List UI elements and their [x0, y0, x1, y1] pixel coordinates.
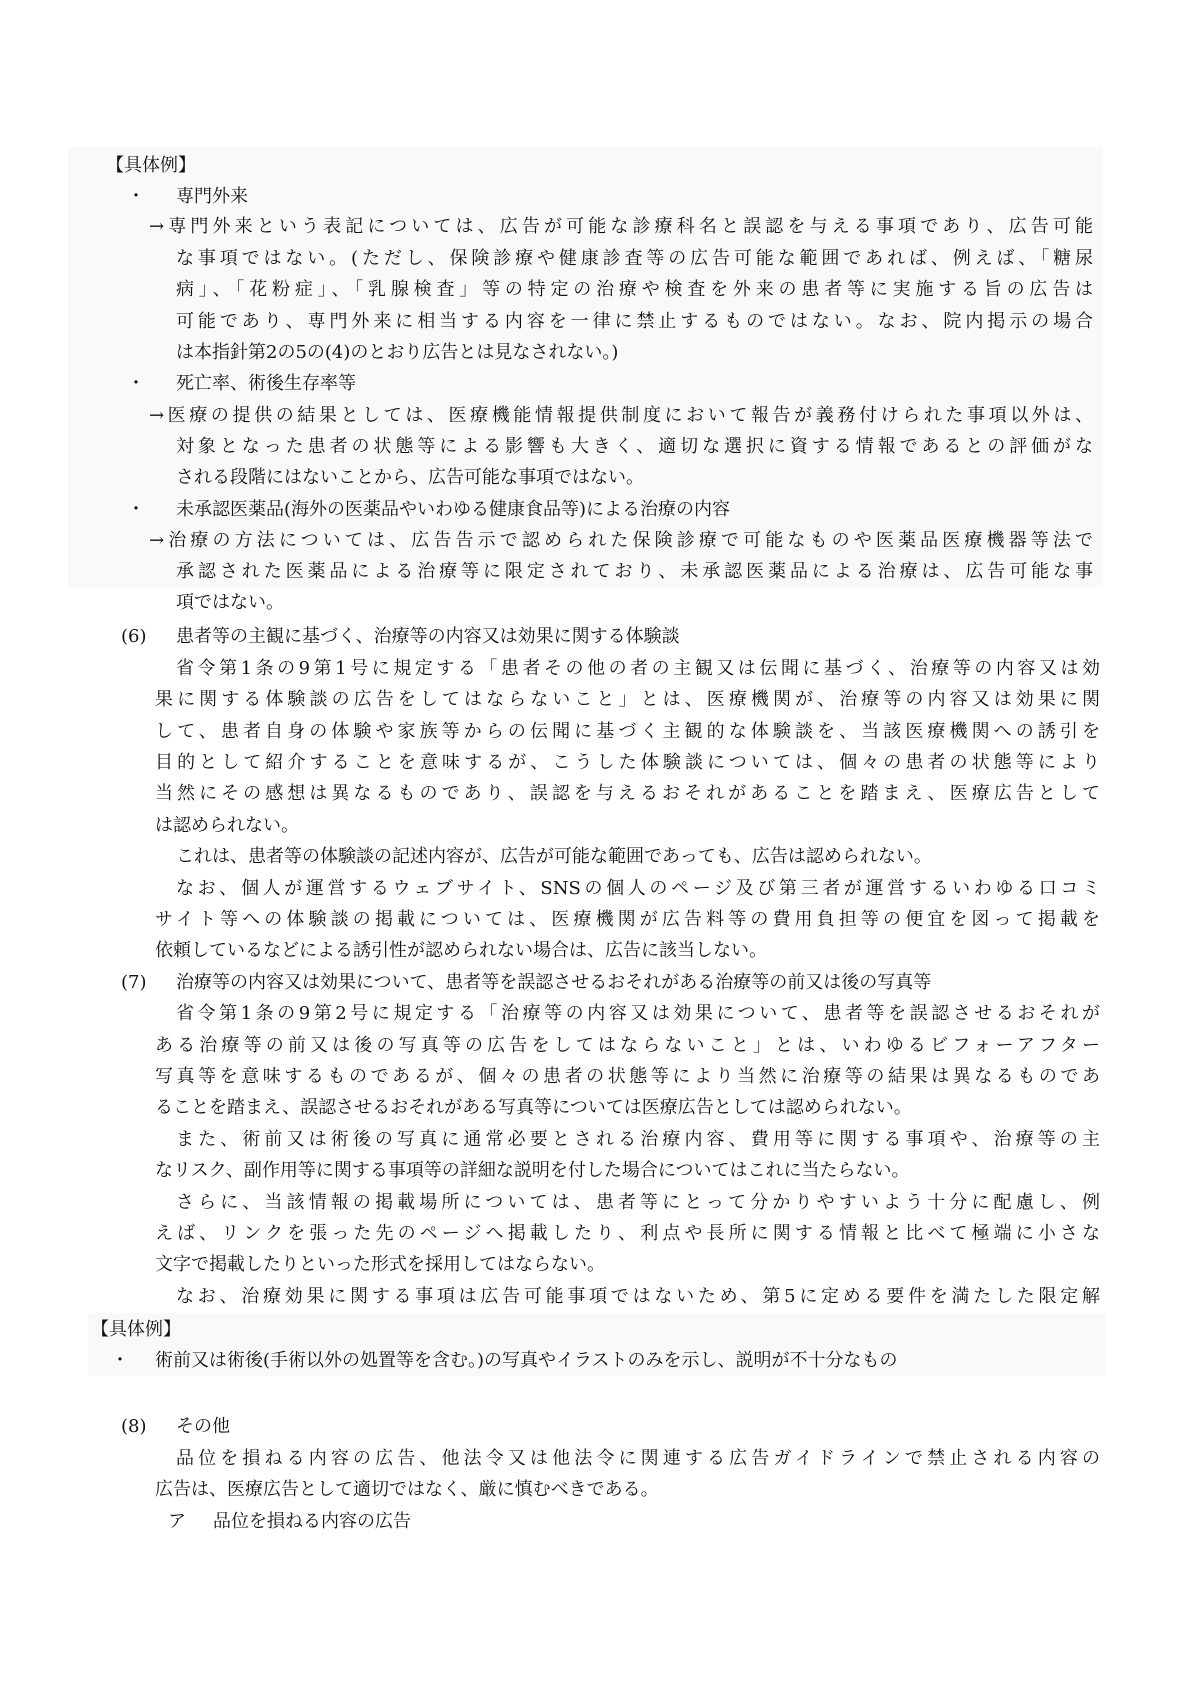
example-item-text: →専門外来という表記については、広告が可能な診療科名と誤認を与える事項であり、広告可能 [149, 216, 1093, 237]
paragraph-line: 文字で掲載したりといった形式を採用してはならない。 [155, 1254, 605, 1275]
paragraph-line: えば、リンクを張った先のページへ掲載したり、利点や長所に関する情報と比べて極端に小さな [155, 1223, 1100, 1244]
subsection-label: ア [168, 1511, 186, 1532]
section-number: (7) [121, 972, 147, 993]
section-number: (6) [121, 626, 147, 647]
paragraph-line: これは、患者等の体験談の記述内容が、広告が可能な範囲であっても、広告は認められない。 [176, 846, 932, 867]
paragraph-line: 依頼しているなどによる誘引性が認められない場合は、広告に該当しない。 [155, 940, 767, 961]
paragraph-line: さらに、当該情報の掲載場所については、患者等にとって分かりやすいよう十分に配慮し、例 [176, 1192, 1100, 1213]
example-heading: 【具体例】 [91, 1319, 181, 1340]
example-item-text: →治療の方法については、広告告示で認められた保険診療で可能なものや医薬品医療機器等法で [149, 530, 1093, 551]
example-item-title: 専門外来 [176, 186, 248, 207]
example-item-title: 死亡率、術後生存率等 [176, 373, 356, 394]
example-item-text: 対象となった患者の状態等による影響も大きく、適切な選択に資する情報であるとの評価がな [176, 436, 1093, 457]
example-bullet: ・ [111, 1350, 129, 1371]
section-title: その他 [176, 1416, 230, 1437]
example-item-text: 承認された医薬品による治療等に限定されており、未承認医薬品による治療は、広告可能な事 [176, 561, 1093, 582]
paragraph-line: なリスク、副作用等に関する事項等の詳細な説明を付した場合についてはこれに当たらない。 [155, 1160, 910, 1181]
example-item-text: 術前又は術後(手術以外の処置等を含む。)の写真やイラストのみを示し、説明が不十分なもの [155, 1350, 898, 1371]
paragraph-line: なお、個人が運営するウェブサイト、SNSの個人のページ及び第三者が運営するいわゆる口コミ [176, 878, 1100, 899]
paragraph-line: 広告は、医療広告として適切ではなく、厳に慎むべきである。 [155, 1479, 659, 1500]
example-bullet: ・ [127, 186, 145, 207]
paragraph-line: ることを踏まえ、誤認させるおそれがある写真等については医療広告としては認められない。 [155, 1097, 912, 1118]
example-bullet: ・ [127, 373, 145, 394]
paragraph-line: なお、治療効果に関する事項は広告可能事項ではないため、第5に定める要件を満たした限定解 [176, 1286, 1100, 1307]
example-heading: 【具体例】 [106, 155, 196, 176]
example-item-title: 未承認医薬品(海外の医薬品やいわゆる健康食品等)による治療の内容 [176, 499, 731, 520]
paragraph-line: して、患者自身の体験や家族等からの伝聞に基づく主観的な体験談を、当該医療機関への誘引を [155, 721, 1100, 742]
section-number: (8) [121, 1416, 147, 1437]
paragraph-line: サイト等への体験談の掲載については、医療機関が広告料等の費用負担等の便宜を図って掲載を [155, 909, 1100, 930]
section-title: 患者等の主観に基づく、治療等の内容又は効果に関する体験談 [176, 626, 680, 647]
example-item-text: 可能であり、専門外来に相当する内容を一律に禁止するものではない。なお、院内掲示の場合 [176, 311, 1093, 332]
paragraph-line: 目的として紹介することを意味するが、こうした体験談については、個々の患者の状態等により [155, 752, 1100, 773]
example-item-text: 病」、「花粉症」、「乳腺検査」等の特定の治療や検査を外来の患者等に実施する旨の広告は [176, 279, 1093, 300]
paragraph-line: ある治療等の前又は後の写真等の広告をしてはならないこと」とは、いわゆるビフォーアフター [155, 1035, 1100, 1056]
section-title: 治療等の内容又は効果について、患者等を誤認させるおそれがある治療等の前又は後の写真等 [176, 972, 932, 993]
paragraph-line: また、術前又は術後の写真に通常必要とされる治療内容、費用等に関する事項や、治療等の主 [176, 1129, 1100, 1150]
example-item-text: な事項ではない。(ただし、保険診療や健康診査等の広告可能な範囲であれば、例えば、「糖尿 [176, 248, 1093, 269]
subsection-title: 品位を損ねる内容の広告 [213, 1511, 411, 1532]
paragraph-line: 当然にその感想は異なるものであり、誤認を与えるおそれがあることを踏まえ、医療広告として [155, 783, 1100, 804]
paragraph-line: 品位を損ねる内容の広告、他法令又は他法令に関連する広告ガイドラインで禁止される内容の [176, 1448, 1100, 1469]
example-item-text: される段階にはないことから、広告可能な事項ではない。 [176, 467, 644, 488]
example-item-text: →医療の提供の結果としては、医療機能情報提供制度において報告が義務付けられた事項以外は、 [149, 405, 1093, 426]
example-item-text: 項ではない。 [176, 592, 284, 613]
example-bullet: ・ [127, 499, 145, 520]
paragraph-line: 省令第1条の9第1号に規定する「患者その他の者の主観又は伝聞に基づく、治療等の内容又は効 [176, 658, 1100, 679]
example-item-text: は本指針第2の5の(4)のとおり広告とは見なされない。) [176, 342, 619, 363]
paragraph-line: 省令第1条の9第2号に規定する「治療等の内容又は効果について、患者等を誤認させるおそれが [176, 1003, 1100, 1024]
paragraph-line: 果に関する体験談の広告をしてはならないこと」とは、医療機関が、治療等の内容又は効果に関 [155, 689, 1100, 710]
paragraph-line: 写真等を意味するものであるが、個々の患者の状態等により当然に治療等の結果は異なるものであ [155, 1066, 1100, 1087]
paragraph-line: は認められない。 [155, 815, 299, 836]
